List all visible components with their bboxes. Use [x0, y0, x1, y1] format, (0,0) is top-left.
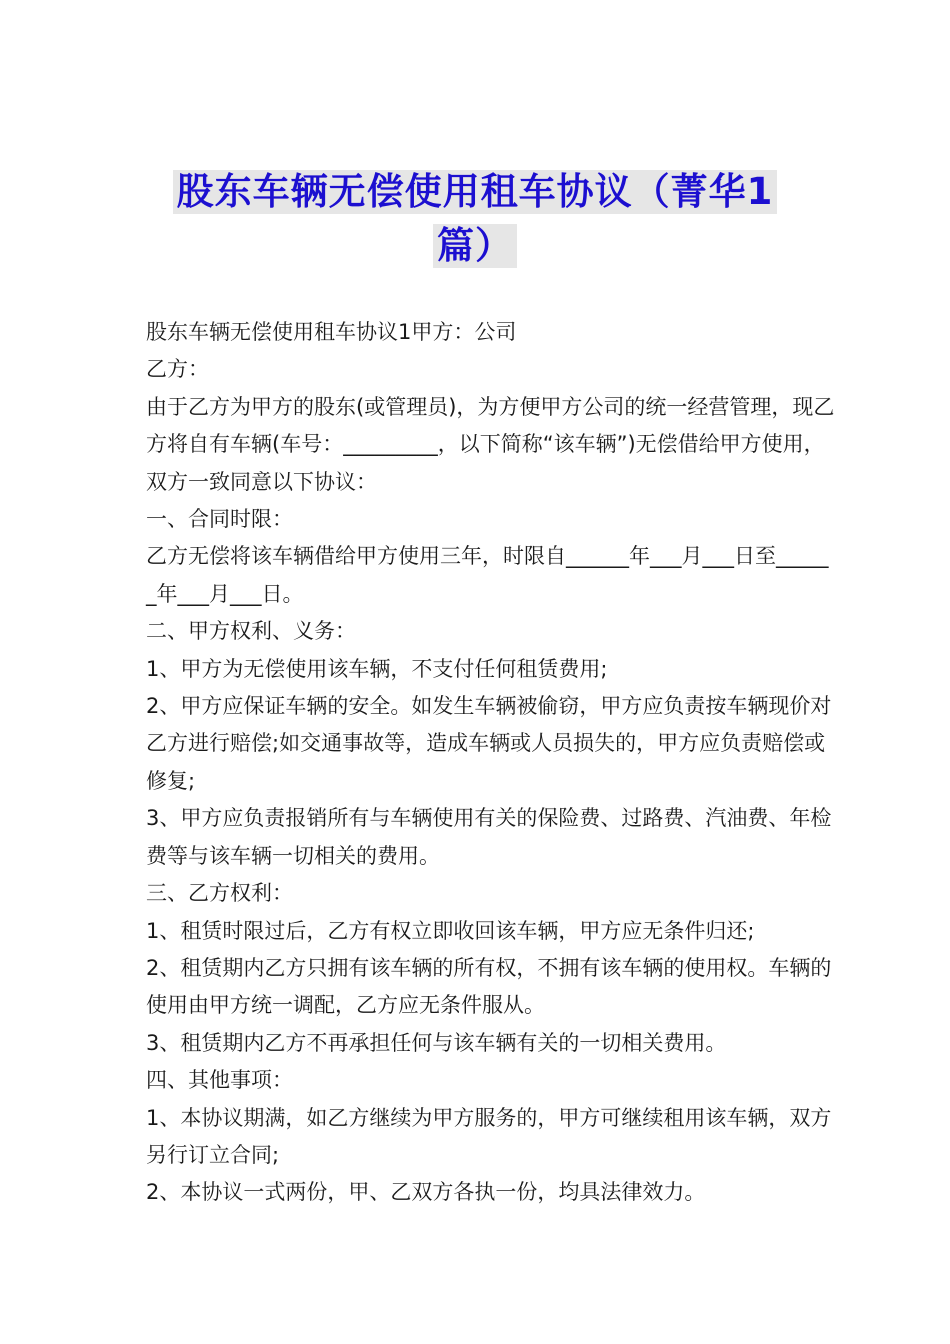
clause-other-2: 2、本协议一式两份，甲、乙双方各执一份，均具法律效力。 — [146, 1180, 706, 1205]
clause-b-3: 3、租赁期内乙方不再承担任何与该车辆有关的一切相关费用。 — [146, 1030, 727, 1055]
title-line-2: 篇） — [433, 224, 517, 268]
paragraph-intro: 股东车辆无偿使用租车协议1甲方：公司 — [146, 320, 517, 344]
paragraph-party-b: 乙方： — [146, 357, 209, 382]
section-heading-term: 一、合同时限： — [146, 507, 293, 532]
clause-a-2: 2、甲方应保证车辆的安全。如发生车辆被偷窃，甲方应负责按车辆现价对乙方进行赔偿;如交通事故等，造成车辆或人员损失的，甲方应负责赔偿或修复; — [146, 694, 832, 793]
title-line-1: 股东车辆无偿使用租车协议（菁华1 — [173, 170, 778, 214]
clause-a-3: 3、甲方应负责报销所有与车辆使用有关的保险费、过路费、汽油费、年检费等与该车辆一切相关的费用。 — [146, 806, 832, 868]
section-heading-party-a: 二、甲方权利、义务： — [146, 619, 356, 644]
clause-other-1: 1、本协议期满，如乙方继续为甲方服务的，甲方可继续租用该车辆，双方另行订立合同; — [146, 1105, 832, 1167]
document-body — [146, 314, 836, 1212]
paragraph-term: 乙方无偿将该车辆借给甲方使用三年，时限自______年___月___日至______年___月___日。 — [146, 544, 829, 606]
document-title — [0, 170, 950, 268]
section-heading-other: 四、其他事项： — [146, 1068, 293, 1093]
paragraph-preamble: 由于乙方为甲方的股东(或管理员)，为方便甲方公司的统一经营管理，现乙方将自有车辆(车号：_________，以下简称“该车辆”)无偿借给甲方使用，双方一致同意以下协议： — [146, 394, 835, 494]
section-heading-party-b: 三、乙方权利： — [146, 881, 293, 906]
clause-a-1: 1、甲方为无偿使用该车辆，不支付任何租赁费用; — [146, 656, 608, 681]
clause-b-1: 1、租赁时限过后，乙方有权立即收回该车辆，甲方应无条件归还; — [146, 918, 755, 943]
clause-b-2: 2、租赁期内乙方只拥有该车辆的所有权，不拥有该车辆的使用权。车辆的使用由甲方统一调配，乙方应无条件服从。 — [146, 955, 832, 1018]
